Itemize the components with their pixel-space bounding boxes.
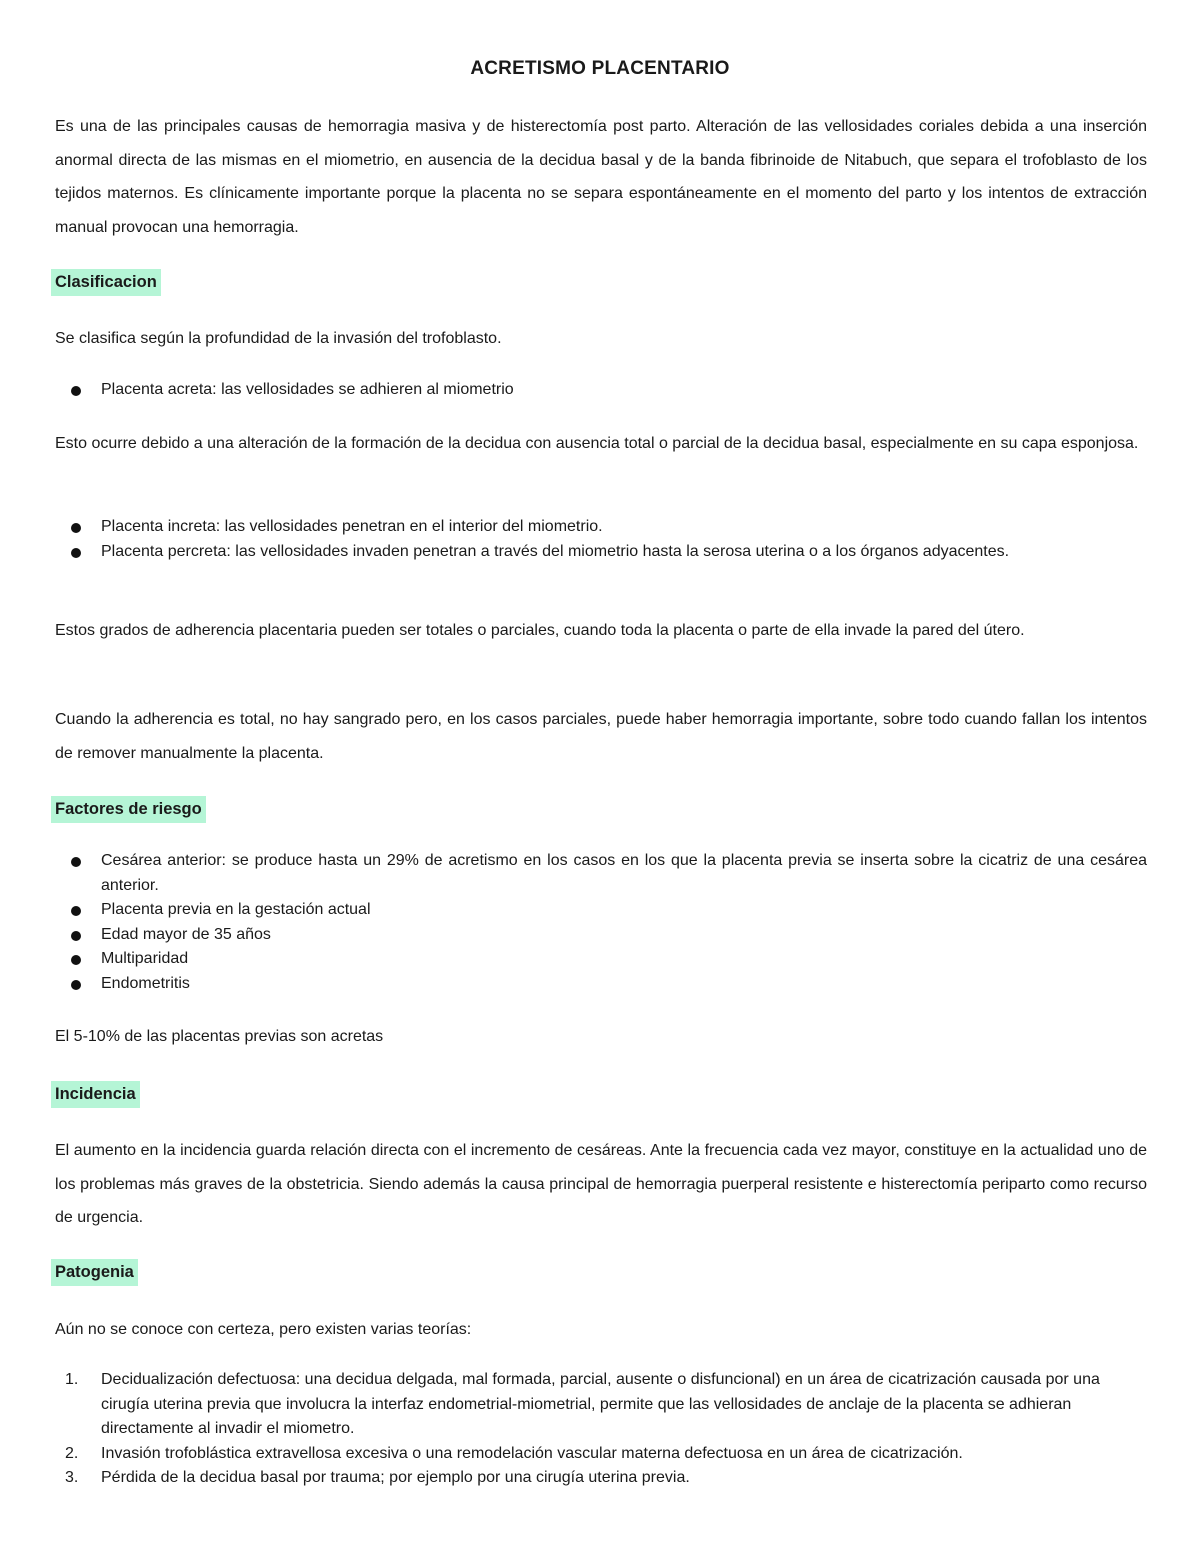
clasificacion-paragraph-3: Cuando la adherencia es total, no hay sangrado pero, en los casos parciales, puede haber hemorragia importante, sobre todo cuando fallan los intentos de remover manualmente la placenta. [55, 711, 1147, 762]
intro-paragraph: Es una de las principales causas de hemorragia masiva y de histerectomía post parto. Alteración de las vellosidades coriales debida a una inserción anormal directa de las mismas en el miometrio, en ausencia de la decidua basal y de la banda fibrinoide de Nitabuch, que separa el trofoblasto de los tejidos maternos. Es clínicamente importante porque la placenta no se separa espontáneamente en el momento del parto y los intentos de extracción manual provocan una hemorragia. [55, 118, 1147, 236]
list-item-text: Cesárea anterior: se produce hasta un 29% de acretismo en los casos en los que la placenta previa se inserta sobre la cicatriz de una cesárea anterior. [101, 852, 1147, 894]
list-item [55, 515, 1147, 540]
bullet-icon [71, 548, 81, 558]
heading-incidencia: Incidencia [51, 1081, 140, 1108]
list-item-text: Decidualización defectuosa: una decidua delgada, mal formada, parcial, ausente o disfuncional) en un área de cicatrización causada por una cirugía uterina previa que involucra la interfaz endometrial-miometrial, permite que las vellosidades de anclaje de la placenta se adhieran directamente al invadir el miometro. [101, 1371, 1100, 1438]
list-item [55, 947, 1147, 972]
list-item-text: Edad mayor de 35 años [101, 925, 271, 943]
list-item [55, 898, 1147, 923]
patogenia-list [55, 1368, 1147, 1491]
list-item [55, 1368, 1147, 1442]
bullet-icon [71, 523, 81, 533]
list-item [55, 849, 1147, 898]
bullet-icon [71, 931, 81, 941]
bullet-icon [71, 906, 81, 916]
list-item-number: 3. [65, 1469, 79, 1487]
list-item-text: Placenta increta: las vellosidades penetran en el interior del miometrio. [101, 518, 603, 535]
list-item [55, 1466, 1147, 1491]
clasificacion-list-1 [55, 378, 1147, 403]
list-item-text: Placenta percreta: las vellosidades invaden penetran a través del miometrio hasta la serosa uterina o a los órganos adyacentes. [101, 542, 1010, 560]
bullet-icon [71, 980, 81, 990]
factores-list [55, 849, 1147, 997]
clasificacion-list-2 [55, 515, 1147, 564]
list-item [55, 923, 1147, 948]
list-item [55, 1442, 1147, 1467]
incidencia-paragraph: El aumento en la incidencia guarda relación directa con el incremento de cesáreas. Ante la frecuencia cada vez mayor, constituye en la actualidad uno de los problemas más graves de la obstetricia. Siendo además la causa principal de hemorragia puerperal resistente e histerectomía periparto como recurso de urgencia. [55, 1142, 1147, 1226]
bullet-icon [71, 857, 81, 867]
list-item-number: 2. [65, 1444, 79, 1462]
list-item [55, 540, 1147, 565]
clasificacion-paragraph-1: Esto ocurre debido a una alteración de la formación de la decidua con ausencia total o parcial de la decidua basal, especialmente en su capa esponjosa. [55, 435, 1139, 452]
list-item-text: Pérdida de la decidua basal por trauma; por ejemplo por una cirugía uterina previa. [101, 1469, 690, 1487]
patogenia-intro: Aún no se conoce con certeza, pero existen varias teorías: [55, 1321, 472, 1338]
heading-patogenia: Patogenia [51, 1259, 138, 1286]
clasificacion-intro: Se clasifica según la profundidad de la invasión del trofoblasto. [55, 330, 502, 347]
bullet-icon [71, 955, 81, 965]
list-item-text: Invasión trofoblástica extravellosa excesiva o una remodelación vascular materna defectuosa en un área de cicatrización. [101, 1444, 963, 1462]
list-item-text: Placenta previa en la gestación actual [101, 901, 371, 919]
list-item-text: Multiparidad [101, 950, 189, 968]
list-item [55, 378, 1147, 403]
clasificacion-paragraph-2: Estos grados de adherencia placentaria pueden ser totales o parciales, cuando toda la placenta o parte de ella invade la pared del útero. [55, 622, 1025, 639]
heading-factores-de-riesgo: Factores de riesgo [51, 796, 206, 823]
heading-clasificacion: Clasificacion [51, 269, 161, 296]
list-item-text: Endometritis [101, 974, 190, 992]
list-item-text: Placenta acreta: las vellosidades se adhieren al miometrio [101, 381, 514, 398]
factores-note: El 5-10% de las placentas previas son acretas [55, 1028, 384, 1045]
list-item-number: 1. [65, 1371, 79, 1388]
bullet-icon [71, 386, 81, 396]
document-title: ACRETISMO PLACENTARIO [470, 58, 730, 79]
list-item [55, 972, 1147, 997]
